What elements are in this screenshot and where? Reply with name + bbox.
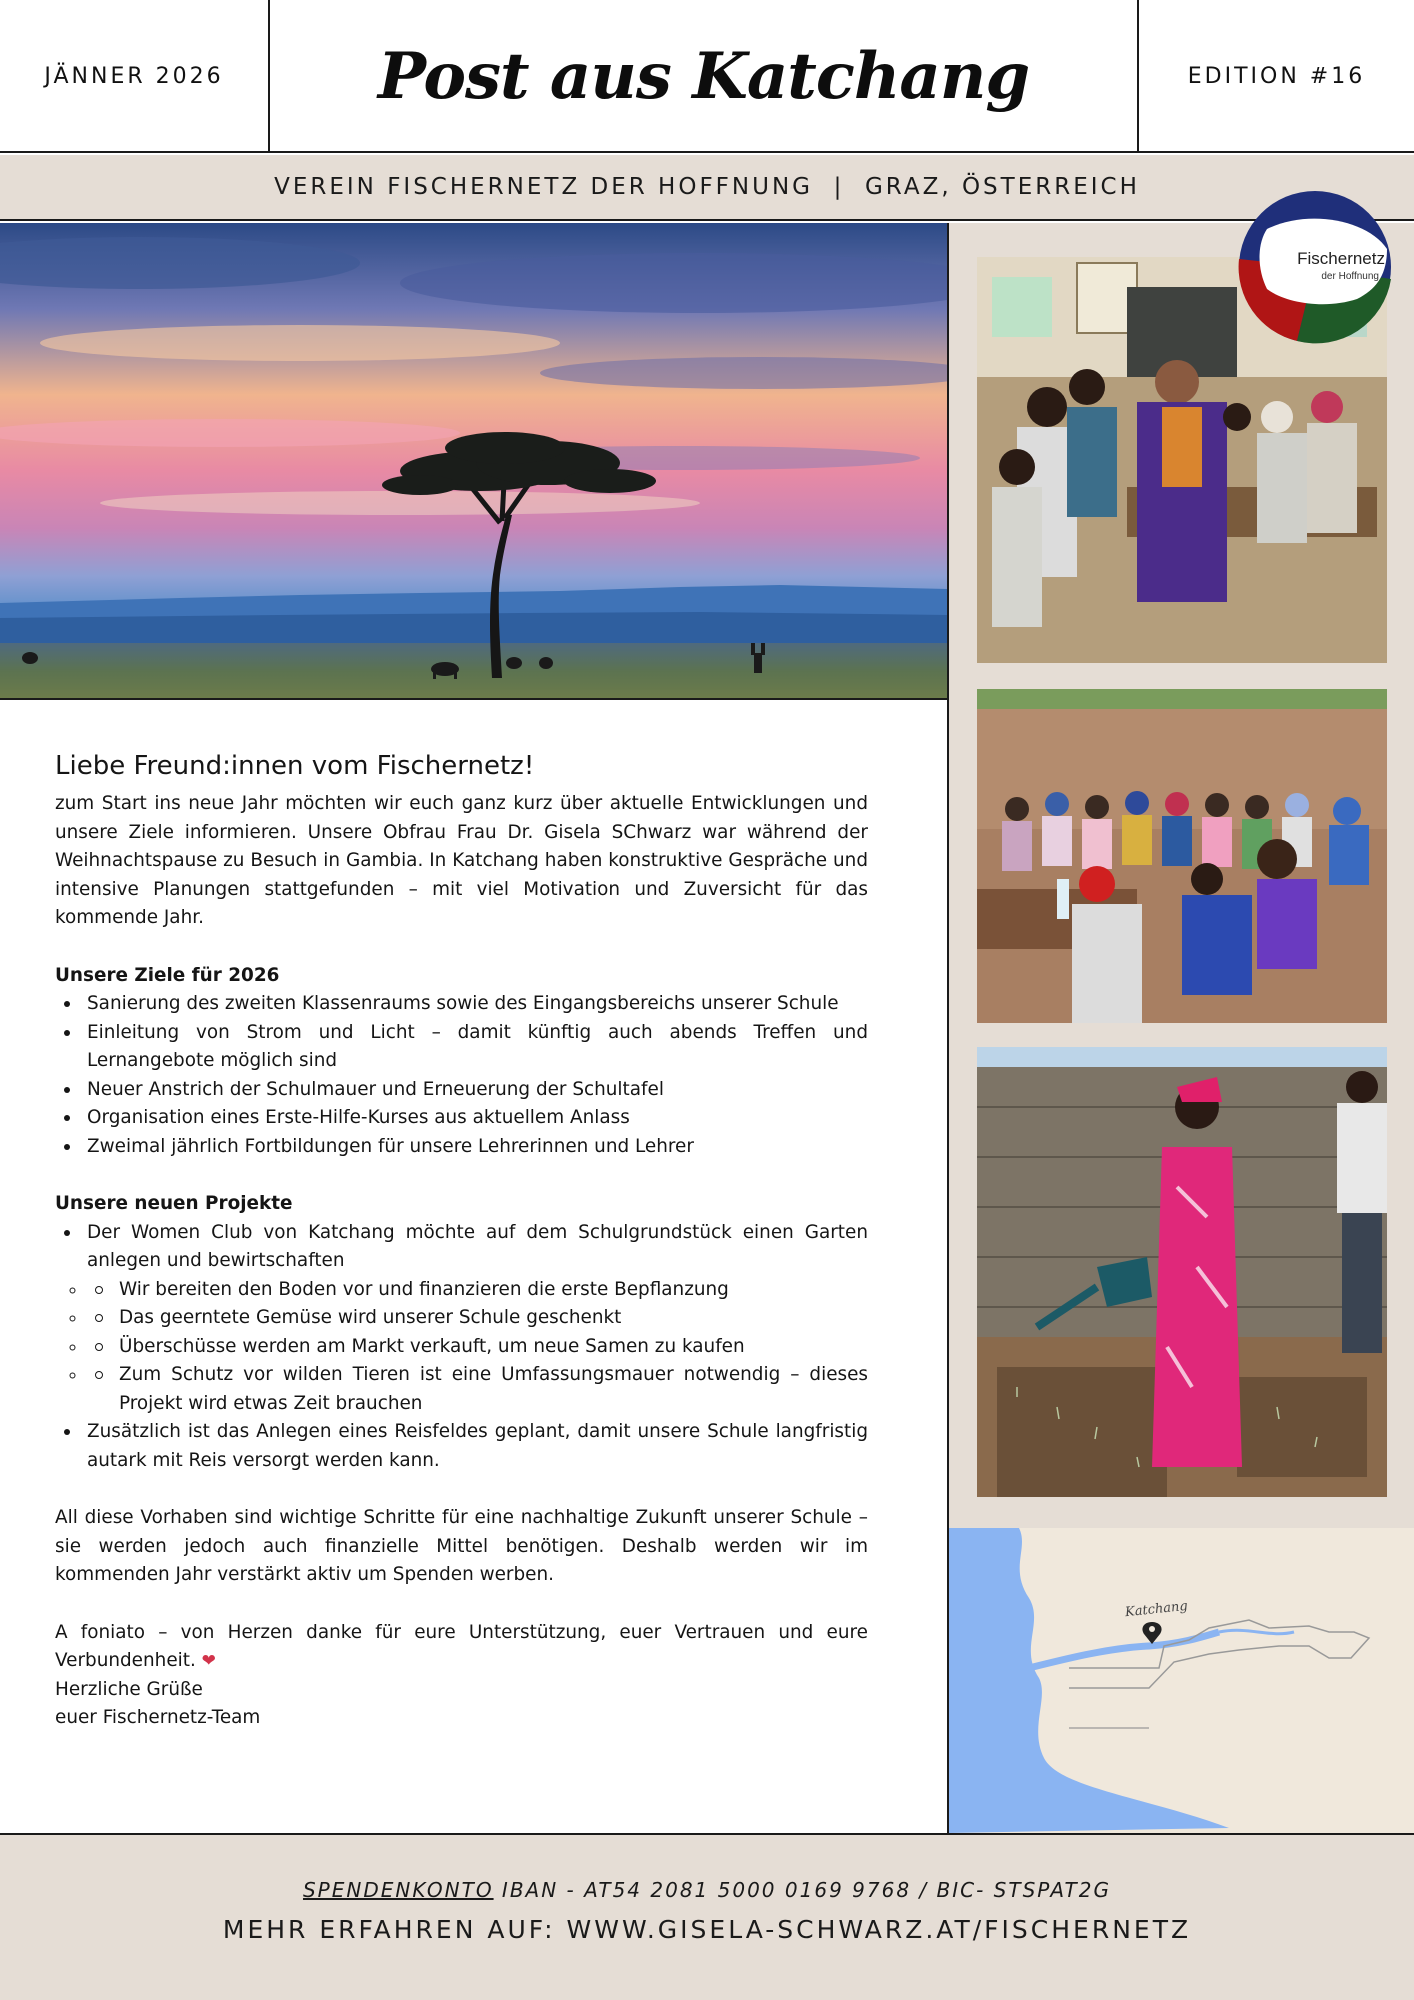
donation-account-label: SPENDENKONTO (302, 1878, 494, 1902)
gambia-map (949, 1528, 1414, 1833)
project-item: Zusätzlich ist das Anlegen eines Reisfeldes geplant, damit unsere Schule langfristig autark mit Reis versorgt werden kann. (55, 1418, 868, 1475)
website-link[interactable]: MEHR ERFAHREN AUF: WWW.GISELA-SCHWARZ.AT/FISCHERNETZ (222, 1915, 1192, 1944)
masthead (0, 0, 1414, 153)
project-subitem: ◦ Wir bereiten den Boden vor und finanzieren die erste Bepflanzung (87, 1276, 868, 1305)
thanks-text: A foniato – von Herzen danke für eure Unterstützung, euer Vertrauen und eure Verbundenheit. (55, 1621, 868, 1671)
project-item (55, 1219, 868, 1419)
organization-band (0, 155, 1414, 221)
footer (0, 1833, 1414, 2000)
project-subitem: ◦ Das geerntete Gemüse wird unserer Schule geschenkt (87, 1304, 868, 1333)
issue-date-box (0, 0, 270, 153)
goal-item: Sanierung des zweiten Klassenraums sowie des Eingangsbereichs unserer Schule (55, 990, 868, 1019)
goals-heading: Unsere Ziele für 2026 (55, 964, 280, 986)
projects-heading: Unsere neuen Projekte (55, 1193, 293, 1214)
donation-account-details: IBAN - AT54 2081 5000 0169 9768 / BIC- STSPAT2G (493, 1878, 1111, 1902)
newsletter-article (55, 746, 868, 1733)
goal-item: Neuer Anstrich der Schulmauer und Erneuerung der Schultafel (55, 1076, 868, 1105)
heart-icon: ❤ (201, 1651, 216, 1671)
article-signature: euer Fischernetz-Team (55, 1707, 261, 1728)
edition-box (1137, 0, 1414, 153)
title-box (270, 0, 1137, 153)
issue-date: JÄNNER 2026 (44, 64, 224, 89)
goals-list (55, 990, 868, 1161)
goal-item: Einleitung von Strom und Licht – damit künftig auch abends Treffen und Lernangebote möglich sind (55, 1019, 868, 1076)
photo-women-club-meeting (977, 689, 1387, 1023)
article-regards: Herzliche Grüße (55, 1678, 203, 1700)
article-closing: All diese Vorhaben sind wichtige Schritte für eine nachhaltige Zukunft unserer Schule – sie werden jedoch auch finanzielle Mittel benötigen. Deshalb werden wir im kommenden Jahr verstärkt aktiv um Spenden werben. (55, 1507, 868, 1585)
projects-list (55, 1219, 868, 1476)
newsletter-title: Post aus Katchang (377, 39, 1030, 114)
article-greeting: Liebe Freund:innen vom Fischernetz! (55, 751, 535, 781)
logo-wordmark: Fischernetz (1297, 249, 1385, 268)
organization-line: VEREIN FISCHERNETZ DER HOFFNUNG | GRAZ, ÖSTERREICH (274, 174, 1140, 200)
fischernetz-logo (1237, 189, 1393, 345)
map-label-katchang: Katchang (1124, 1598, 1189, 1621)
goal-item: Zweimal jährlich Fortbildungen für unsere Lehrerinnen und Lehrer (55, 1133, 868, 1162)
article-intro: zum Start ins neue Jahr möchten wir euch ganz kurz über aktuelle Entwicklungen und unsere Ziele informieren. Unsere Obfrau Frau Dr. Gisela SChwarz war während der Weihnachtspause zu Besuch in Gambia. In Katchang haben konstruktive Gespräche und intensive Planungen stattgefunden – mit viel Motivation und Zuversicht für das kommende Jahr. (55, 793, 868, 928)
donation-account-line (0, 1878, 1414, 1902)
logo-tagline: der Hoffnung (1321, 271, 1379, 282)
goal-item: Organisation eines Erste-Hilfe-Kurses aus aktuellem Anlass (55, 1104, 868, 1133)
hero-savanna-sunset-image (0, 223, 947, 700)
project-subitem: ◦ Überschüsse werden am Markt verkauft, um neue Samen zu kaufen (87, 1333, 868, 1362)
project-subitem: ◦ Zum Schutz vor wilden Tieren ist eine Umfassungsmauer notwendig – dieses Projekt wird etwas Zeit brauchen (87, 1361, 868, 1418)
article-thanks (55, 1619, 868, 1676)
project-item-text: Der Women Club von Katchang möchte auf dem Schulgrundstück einen Garten anlegen und bewirtschaften (87, 1221, 868, 1271)
project-subitems (87, 1276, 868, 1419)
edition-number: EDITION #16 (1187, 64, 1366, 89)
photo-column (949, 223, 1414, 1528)
photo-garden-watering (977, 1047, 1387, 1497)
